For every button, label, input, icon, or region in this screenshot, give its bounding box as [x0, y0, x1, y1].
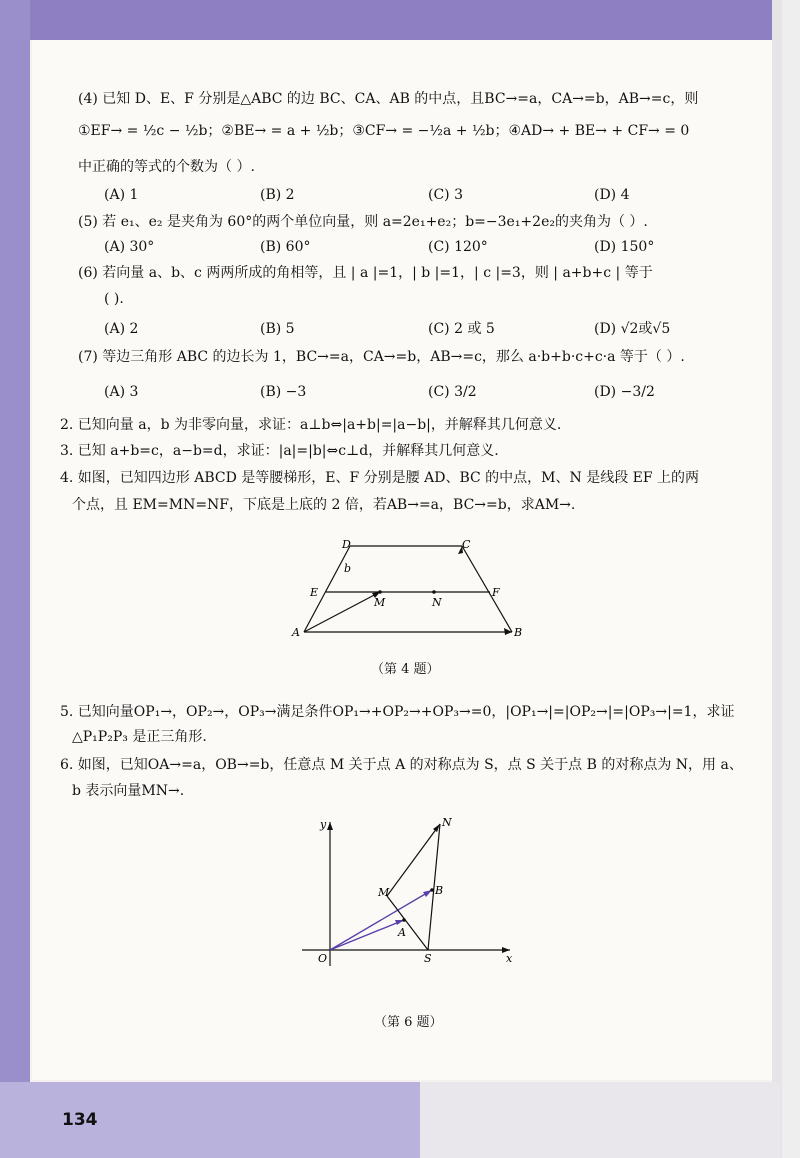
text-line: (D) −3/2 [594, 384, 655, 400]
text-line: (B) −3 [260, 384, 307, 400]
axis-x-label: x [506, 952, 513, 965]
text-line: (6) 若向量 a、b、c 两两所成的角相等，且 | a |=1，| b |=1，| c |=3，则 | a+b+c | 等于 [78, 265, 653, 281]
text-line: △P₁P₂P₃ 是正三角形. [72, 729, 207, 745]
text-line: (C) 3 [428, 187, 463, 203]
text-line: (5) 若 e₁、e₂ 是夹角为 60°的两个单位向量，则 a=2e₁+e₂；b=−3e₁+2e₂的夹角为（ ）. [78, 214, 648, 230]
text-line: 2. 已知向量 a，b 为非零向量，求证：a⊥b⇔|a+b|=|a−b|，并解释其几何意义. [60, 417, 562, 433]
label-A: A [292, 626, 300, 639]
origin-label: O [318, 952, 328, 965]
text-line: (C) 3/2 [428, 384, 477, 400]
text-line: (B) 5 [260, 321, 295, 337]
text-line: 4. 如图，已知四边形 ABCD 是等腰梯形，E、F 分别是腰 AD、BC 的中点，M、N 是线段 EF 上的两 [60, 470, 700, 486]
figure-6-caption: （第 6 题） [374, 1015, 443, 1030]
page-number: 134 [62, 1110, 98, 1130]
text-line: 3. 已知 a+b=c，a−b=d，求证：|a|=|b|⇔c⊥d，并解释其几何意义. [60, 443, 499, 459]
decorative-band-bottom-right [420, 1082, 780, 1158]
text-line: b 表示向量MN→. [72, 783, 185, 799]
coordinate-figure [292, 810, 522, 970]
text-line: (A) 3 [104, 384, 139, 400]
text-line: (7) 等边三角形 ABC 的边长为 1，BC→=a，CA→=b，AB→=c，那么 a·b+b·c+c·a 等于（ ）. [78, 349, 685, 365]
point-B-label: B [435, 884, 444, 897]
text-line: (D) 150° [594, 239, 655, 255]
text-line: 5. 已知向量OP₁→，OP₂→，OP₃→满足条件OP₁→+OP₂→+OP₃→=0，|OP₁→|=|OP₂→|=|OP₃→|=1，求证 [60, 704, 735, 720]
point-M-label: M [378, 886, 390, 899]
text-line: (C) 120° [428, 239, 488, 255]
text-line: (D) 4 [594, 187, 630, 203]
text-line: (A) 30° [104, 239, 155, 255]
text-line: (A) 2 [104, 321, 139, 337]
text-line: (D) √2或√5 [594, 321, 671, 337]
point-N-label: N [442, 816, 452, 829]
decorative-band-top [0, 0, 800, 40]
label-D: D [342, 538, 351, 551]
text-line: (B) 60° [260, 239, 311, 255]
text-line: 中正确的等式的个数为（ ）. [78, 159, 255, 175]
text-line: (B) 2 [260, 187, 295, 203]
label-F: F [492, 586, 500, 599]
label-M: M [374, 596, 386, 609]
label-E: E [310, 586, 319, 599]
text-line: (A) 1 [104, 187, 139, 203]
decorative-band-right-edge [782, 0, 800, 1158]
decorative-band-left [0, 0, 30, 1090]
point-A-label: A [398, 926, 406, 939]
trapezoid-figure [286, 534, 532, 646]
text-line: 个点，且 EM=MN=NF，下底是上底的 2 倍，若AB→=a，BC→=b，求AM→. [72, 497, 576, 513]
label-b: b [344, 562, 352, 575]
label-B: B [514, 626, 523, 639]
text-line: (C) 2 或 5 [428, 321, 495, 337]
figure-4-caption: （第 4 题） [371, 662, 440, 677]
point-S-label: S [424, 952, 432, 965]
axis-y-label: y [320, 818, 327, 831]
text-line: 6. 如图，已知OA→=a，OB→=b，任意点 M 关于点 A 的对称点为 S，点 S 关于点 B 的对称点为 N，用 a、 [60, 757, 743, 773]
label-C: C [462, 538, 471, 551]
text-line: (4) 已知 D、E、F 分别是△ABC 的边 BC、CA、AB 的中点，且BC→=a，CA→=b，AB→=c，则 [78, 91, 699, 107]
text-line: ①EF→ = ½c − ½b；②BE→ = a + ½b；③CF→ = −½a + ½b；④AD→ + BE→ + CF→ = 0 [78, 123, 690, 139]
text-line: ( ). [104, 291, 124, 307]
label-N: N [432, 596, 442, 609]
